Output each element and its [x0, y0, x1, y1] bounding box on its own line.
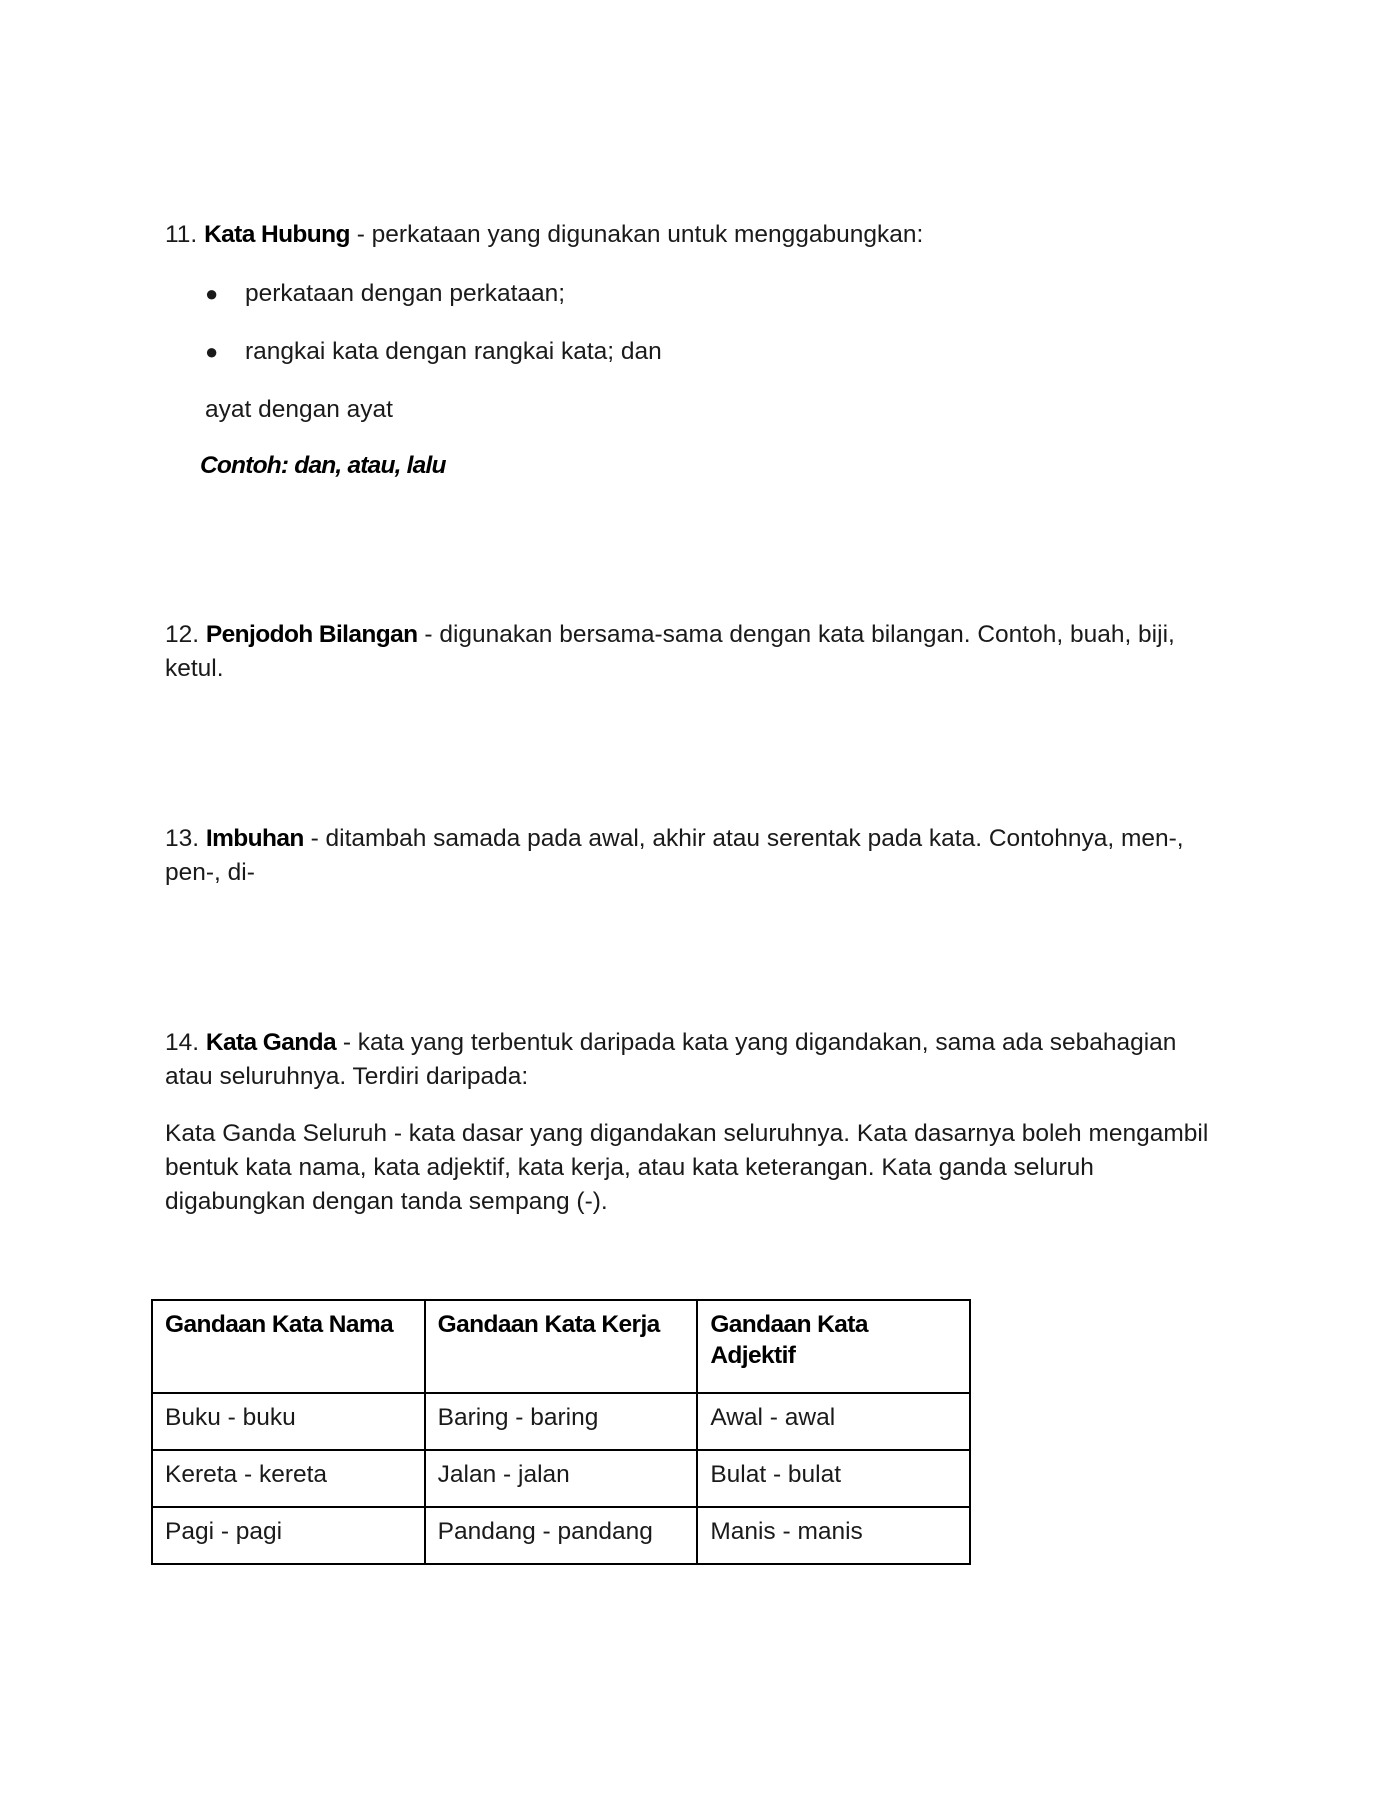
table-cell: Pagi - pagi	[152, 1507, 425, 1564]
table-cell: Kereta - kereta	[152, 1450, 425, 1507]
table-row	[152, 1507, 970, 1564]
table-header-cell: Gandaan Kata Kerja	[425, 1300, 698, 1393]
section-term: Kata Hubung	[204, 221, 350, 248]
section-14-heading	[165, 1026, 1225, 1094]
section-number: 12.	[165, 621, 200, 648]
section-11-extra-line: ayat dengan ayat	[205, 396, 393, 423]
section-text: - ditambah samada pada awal, akhir atau serentak pada kata. Contohnya, men-, pen-, di-	[165, 825, 1184, 886]
table-row	[152, 1393, 970, 1450]
section-number: 11.	[165, 221, 198, 248]
section-13-heading	[165, 822, 1225, 890]
table-cell: Awal - awal	[697, 1393, 970, 1450]
table-header-cell: Gandaan Kata Nama	[152, 1300, 425, 1393]
section-text: - digunakan bersama-sama dengan kata bilangan. Contoh, buah, biji, ketul.	[165, 621, 1175, 682]
table-cell: Manis - manis	[697, 1507, 970, 1564]
section-term: Imbuhan	[205, 825, 304, 852]
section-term: Kata Ganda	[205, 1029, 337, 1056]
list-item-text: perkataan dengan perkataan;	[245, 280, 566, 307]
section-term: Penjodoh Bilangan	[205, 621, 418, 648]
list-item	[205, 277, 565, 311]
table-header-cell: Gandaan Kata Adjektif	[697, 1300, 970, 1393]
bullet-icon: ●	[205, 339, 219, 364]
table-cell: Jalan - jalan	[425, 1450, 698, 1507]
section-text: - perkataan yang digunakan untuk menggabungkan:	[349, 221, 924, 248]
section-11-heading	[165, 218, 1225, 252]
bullet-icon: ●	[205, 281, 219, 306]
table-row	[152, 1450, 970, 1507]
section-number: 13.	[165, 825, 200, 852]
section-12-heading	[165, 618, 1225, 686]
table-cell: Buku - buku	[152, 1393, 425, 1450]
list-item-text: rangkai kata dengan rangkai kata; dan	[245, 338, 662, 365]
section-14-paragraph: Kata Ganda Seluruh - kata dasar yang digandakan seluruhnya. Kata dasarnya boleh mengambil bentuk kata nama, kata adjektif, kata kerja, atau kata keterangan. Kata ganda seluruh digabungkan dengan tanda sempang (-).	[165, 1120, 1209, 1215]
section-number: 14.	[165, 1029, 200, 1056]
section-11-example: Contoh: dan, atau, lalu	[200, 452, 446, 479]
table-cell: Pandang - pandang	[425, 1507, 698, 1564]
table-cell: Bulat - bulat	[697, 1450, 970, 1507]
table-header-row	[152, 1300, 970, 1393]
kata-ganda-table	[151, 1299, 971, 1565]
list-item	[205, 335, 662, 369]
table-cell: Baring - baring	[425, 1393, 698, 1450]
section-text: - kata yang terbentuk daripada kata yang digandakan, sama ada sebahagian atau seluruhnya. Terdiri daripada:	[165, 1029, 1177, 1090]
